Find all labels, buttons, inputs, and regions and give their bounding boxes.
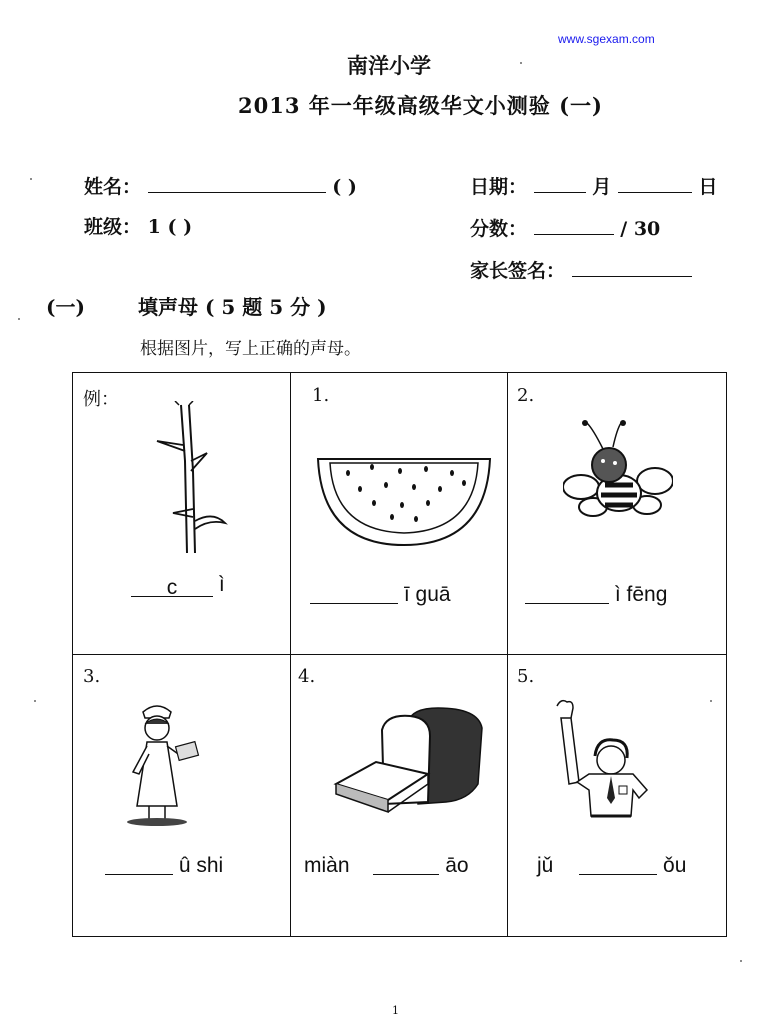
pinyin-final: ì fēng <box>614 583 668 606</box>
pinyin-prefix: jǔ <box>537 854 554 877</box>
quiz-title: 2013 年一年级高级华文小测验 (一) <box>238 93 603 118</box>
question-cell-2 <box>507 373 723 653</box>
pinyin-final: ì <box>218 573 225 596</box>
initial-blank[interactable] <box>579 854 657 875</box>
section-instruction: 根据图片，写上正确的声母。 <box>140 339 361 359</box>
question-cell-example <box>73 373 289 653</box>
pinyin-answer-line <box>73 573 289 597</box>
scan-speck <box>18 318 20 320</box>
pinyin-answer-line <box>290 854 506 878</box>
pinyin-prefix: miàn <box>304 854 350 877</box>
name-paren: ( ) <box>332 176 357 198</box>
score-total: / 30 <box>620 218 661 240</box>
school-name: 南洋小学 <box>347 53 431 78</box>
scan-speck <box>520 62 522 64</box>
parent-signature-field <box>470 256 692 283</box>
watermelon-slice-icon <box>314 453 494 553</box>
question-label: 例： <box>83 389 119 410</box>
pinyin-final: ǒu <box>663 854 687 877</box>
question-grid <box>72 372 727 937</box>
pinyin-final: û shi <box>178 854 224 877</box>
day-label: 日 <box>698 176 718 198</box>
question-label: 3. <box>83 666 101 687</box>
question-label: 2. <box>517 385 535 406</box>
initial-blank[interactable] <box>310 583 398 604</box>
bread-loaf-icon <box>328 704 488 824</box>
answer-text: c <box>166 576 178 599</box>
nurse-icon <box>125 698 205 828</box>
pinyin-answer-line <box>507 583 723 607</box>
initial-blank[interactable] <box>525 583 609 604</box>
scan-speck <box>34 700 36 702</box>
month-label: 月 <box>592 176 612 198</box>
section-number: (一) <box>46 295 85 319</box>
name-blank[interactable] <box>148 174 326 193</box>
pinyin-final: ī guā <box>403 583 451 606</box>
question-cell-5 <box>507 654 723 934</box>
name-label: 姓名： <box>84 176 142 198</box>
pinyin-answer-line <box>290 583 506 607</box>
score-blank[interactable] <box>534 216 614 235</box>
scan-speck <box>30 178 32 180</box>
date-field <box>470 172 718 199</box>
bee-icon <box>563 419 673 529</box>
question-label: 5. <box>517 666 535 687</box>
day-blank[interactable] <box>618 174 692 193</box>
question-cell-4 <box>290 654 506 934</box>
question-label: 4. <box>298 666 316 687</box>
pinyin-final: āo <box>445 854 469 877</box>
scan-speck <box>740 960 742 962</box>
website-watermark: www.sgexam.com <box>558 32 655 46</box>
score-field <box>470 214 660 241</box>
month-blank[interactable] <box>534 174 586 193</box>
class-label: 班级： <box>84 216 142 238</box>
thorny-branch-icon <box>143 401 233 561</box>
initial-blank[interactable] <box>373 854 439 875</box>
question-cell-1 <box>290 373 506 653</box>
score-label: 分数： <box>470 218 528 240</box>
scan-speck <box>710 700 712 702</box>
pinyin-answer-line <box>507 854 723 878</box>
class-field <box>84 212 192 239</box>
initial-blank[interactable] <box>131 576 213 597</box>
question-label: 1. <box>312 385 330 406</box>
boy-raising-hand-icon <box>549 698 659 828</box>
page-number: 1 <box>392 1004 399 1017</box>
parent-signature-label: 家长签名： <box>470 260 566 282</box>
name-field <box>84 172 357 199</box>
question-cell-3 <box>73 654 289 934</box>
pinyin-answer-line <box>73 854 289 878</box>
section-title: 填声母 ( 5 题 5 分 ) <box>138 295 327 319</box>
initial-blank[interactable] <box>105 854 173 875</box>
date-label: 日期： <box>470 176 528 198</box>
class-value: 1 ( ) <box>147 216 193 238</box>
parent-signature-blank[interactable] <box>572 258 692 277</box>
